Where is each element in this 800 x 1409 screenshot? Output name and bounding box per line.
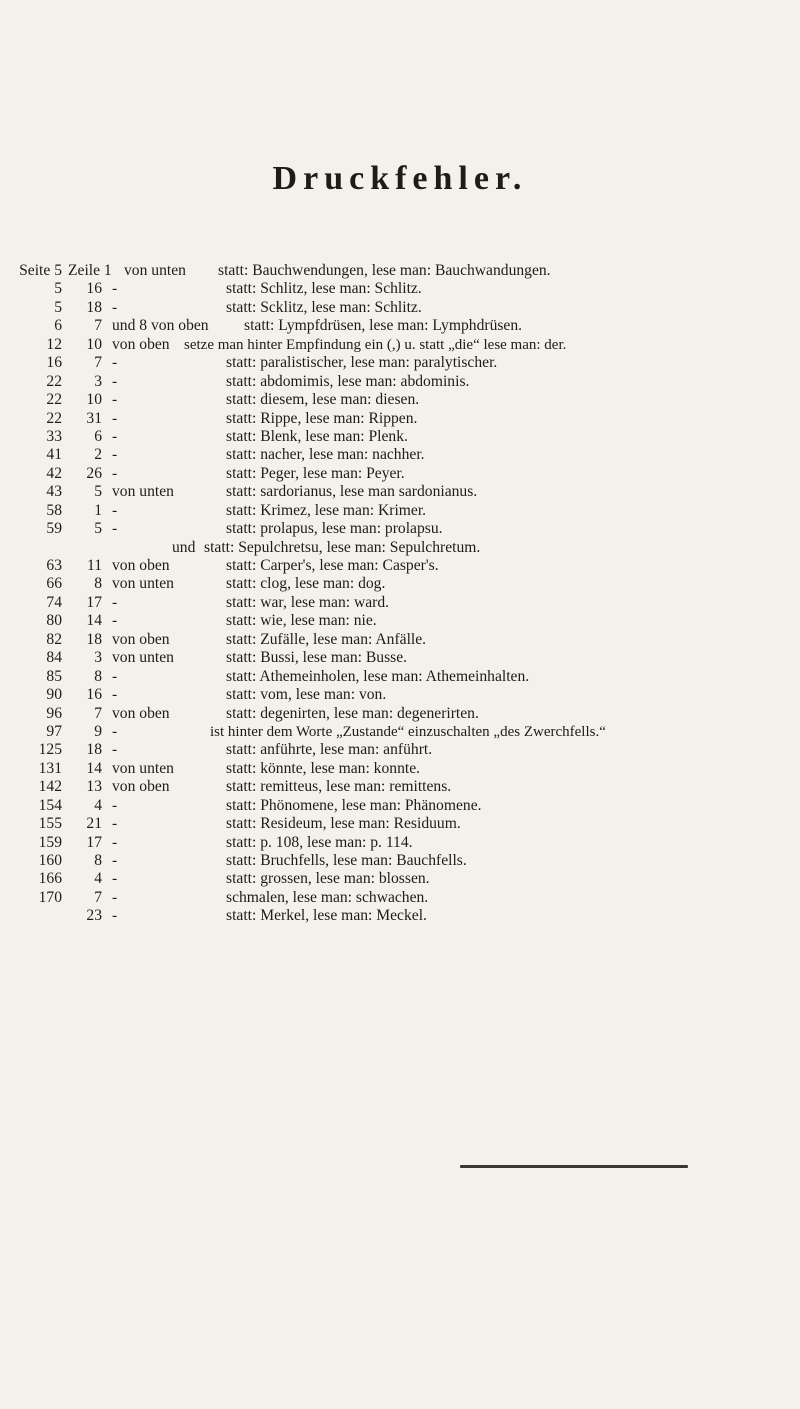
line-reference: - [112, 796, 118, 814]
page-number: 96 [46, 704, 62, 722]
errata-row [20, 741, 800, 759]
errata-row [20, 889, 800, 907]
line-reference: - [112, 391, 118, 409]
line-reference: von oben [112, 704, 170, 722]
correction-text: statt: Athemeinholen, lese man: Athemeinhalten. [226, 667, 530, 685]
errata-row [20, 354, 800, 372]
line-reference: von oben [112, 630, 170, 648]
page-number: 125 [38, 741, 62, 759]
errata-row [20, 373, 800, 391]
line-number: 10 [86, 391, 102, 409]
line-number: 3 [94, 372, 102, 390]
errata-row [20, 778, 800, 796]
correction-text: statt: anführte, lese man: anführt. [226, 741, 433, 759]
correction-text: statt: Krimez, lese man: Krimer. [226, 501, 427, 519]
line-number: 16 [86, 686, 102, 704]
errata-row [20, 483, 800, 501]
line-reference: - [112, 520, 118, 538]
line-reference: - [112, 427, 118, 445]
page-number: 43 [46, 483, 62, 501]
line-number: 26 [86, 464, 102, 482]
line-reference: - [112, 593, 118, 611]
errata-row [20, 594, 800, 612]
errata-row [20, 907, 800, 925]
errata-row [20, 557, 800, 575]
line-reference: und [172, 538, 196, 556]
errata-row [20, 299, 800, 317]
correction-text: ist hinter dem Worte „Zustande“ einzuschalten „des Zwerchfells.“ [210, 723, 606, 740]
page-number: 22 [46, 372, 62, 390]
correction-text: statt: nacher, lese man: nachher. [226, 446, 425, 464]
correction-text: statt: grossen, lese man: blossen. [226, 870, 430, 888]
page-number: 6 [54, 317, 62, 335]
line-reference: - [112, 409, 118, 427]
line-reference: von unten [112, 759, 174, 777]
line-reference: - [112, 722, 118, 740]
page-number: 22 [46, 391, 62, 409]
line-reference: von oben [112, 335, 170, 353]
errata-row [20, 612, 800, 630]
correction-text: statt: Bussi, lese man: Busse. [226, 649, 408, 667]
page-number: 63 [46, 557, 62, 574]
correction-text: statt: vom, lese man: von. [226, 686, 387, 704]
page-number: 5 [54, 298, 62, 316]
page-title: Druckfehler. [272, 160, 528, 197]
page-number: 82 [46, 630, 62, 648]
errata-row [20, 834, 800, 852]
errata-row [20, 391, 800, 409]
line-reference: von oben [112, 778, 170, 796]
correction-text: statt: prolapus, lese man: prolapsu. [226, 520, 443, 538]
page-number: 66 [46, 575, 62, 593]
line-reference: - [112, 464, 118, 482]
line-number: 7 [94, 704, 102, 722]
line-reference: und 8 von oben [112, 317, 209, 335]
closing-rule [460, 1165, 688, 1168]
line-number: 8 [94, 667, 102, 685]
line-reference: von unten [112, 649, 174, 667]
line-number: 23 [86, 907, 102, 925]
line-reference: - [112, 612, 118, 630]
errata-row [20, 649, 800, 667]
line-number: 16 [86, 280, 102, 298]
correction-text: statt: Bruchfells, lese man: Bauchfells. [226, 852, 467, 869]
page-number: 12 [46, 335, 62, 353]
line-number: 14 [86, 612, 102, 630]
correction-text: statt: Carper's, lese man: Casper's. [226, 557, 439, 574]
correction-text: statt: Phönomene, lese man: Phänomene. [226, 796, 482, 814]
line-reference: - [112, 833, 118, 851]
line-number: 7 [94, 354, 102, 372]
line-number: 10 [86, 335, 102, 353]
page-number: 5 [54, 280, 62, 298]
line-number: 3 [94, 649, 102, 667]
line-reference: - [112, 815, 118, 833]
line-number: 1 [94, 501, 102, 519]
line-reference: - [112, 280, 118, 298]
page-number: 90 [46, 686, 62, 704]
page-number: 131 [38, 759, 62, 777]
line-reference: - [112, 870, 118, 888]
line-reference: - [112, 852, 118, 869]
correction-text: statt: Lympfdrüsen, lese man: Lymphdrüsen. [244, 317, 523, 335]
errata-row [20, 760, 800, 778]
page-number: 85 [46, 667, 62, 685]
correction-text: statt: könnte, lese man: konnte. [226, 759, 421, 777]
line-number: 18 [86, 741, 102, 759]
line-number: Zeile 1 [68, 262, 112, 279]
page-number: Seite 5 [19, 262, 62, 279]
errata-row [20, 539, 800, 557]
line-number: 17 [86, 833, 102, 851]
line-reference: - [112, 372, 118, 390]
correction-text: schmalen, lese man: schwachen. [226, 888, 429, 906]
correction-text: statt: abdomimis, lese man: abdominis. [226, 372, 470, 390]
page-number: 142 [38, 778, 62, 796]
errata-row [20, 815, 800, 833]
line-reference: von unten [124, 262, 186, 279]
correction-text: statt: Sepulchretsu, lese man: Sepulchretum. [204, 538, 481, 556]
errata-row [20, 705, 800, 723]
line-reference: - [112, 354, 118, 372]
errata-row [20, 870, 800, 888]
page-number: 160 [38, 852, 62, 869]
errata-row [20, 280, 800, 298]
correction-text: statt: p. 108, lese man: p. 114. [226, 833, 413, 851]
line-number: 7 [94, 317, 102, 335]
errata-row [20, 520, 800, 538]
errata-row [20, 575, 800, 593]
page-number: 16 [46, 354, 62, 372]
correction-text: statt: Blenk, lese man: Plenk. [226, 427, 408, 445]
line-number: 18 [86, 298, 102, 316]
correction-text: statt: Merkel, lese man: Meckel. [226, 907, 427, 925]
errata-row [20, 723, 800, 741]
page-number: 97 [46, 722, 62, 740]
correction-text: statt: Zufälle, lese man: Anfälle. [226, 630, 427, 648]
correction-text: statt: Resideum, lese man: Residuum. [226, 815, 461, 833]
line-reference: von unten [112, 575, 174, 593]
correction-text: statt: degenirten, lese man: degenerirten. [226, 704, 479, 722]
page-number: 80 [46, 612, 62, 630]
line-number: 2 [94, 446, 102, 464]
errata-row [20, 428, 800, 446]
errata-row [20, 686, 800, 704]
page-number: 154 [38, 796, 62, 814]
errata-list [20, 262, 800, 926]
line-number: 5 [94, 483, 102, 501]
line-number: 31 [86, 409, 102, 427]
correction-text: statt: Rippe, lese man: Rippen. [226, 409, 418, 427]
errata-row [20, 446, 800, 464]
line-number: 8 [94, 575, 102, 593]
line-number: 21 [86, 815, 102, 833]
correction-text: statt: Peger, lese man: Peyer. [226, 464, 405, 482]
errata-row [20, 465, 800, 483]
line-number: 9 [94, 722, 102, 740]
page-number: 33 [46, 427, 62, 445]
errata-row [20, 852, 800, 870]
page-number: 41 [46, 446, 62, 464]
line-number: 6 [94, 427, 102, 445]
line-reference: - [112, 501, 118, 519]
line-number: 5 [94, 520, 102, 538]
errata-row [20, 668, 800, 686]
correction-text: statt: Schlitz, lese man: Schlitz. [226, 280, 422, 298]
errata-row [20, 502, 800, 520]
correction-text: statt: clog, lese man: dog. [226, 575, 386, 593]
page-number: 74 [46, 593, 62, 611]
page-number: 58 [46, 501, 62, 519]
line-number: 13 [86, 778, 102, 796]
correction-text: statt: diesem, lese man: diesen. [226, 391, 420, 409]
line-reference: - [112, 446, 118, 464]
line-reference: - [112, 741, 118, 759]
line-reference: - [112, 907, 118, 925]
line-number: 4 [94, 796, 102, 814]
correction-text: statt: Scklitz, lese man: Schlitz. [226, 298, 422, 316]
page-number: 166 [38, 870, 62, 888]
page-number: 42 [46, 464, 62, 482]
line-number: 14 [86, 759, 102, 777]
errata-row [20, 317, 800, 335]
line-reference: - [112, 667, 118, 685]
line-reference: - [112, 298, 118, 316]
page-number: 22 [46, 409, 62, 427]
correction-text: setze man hinter Empfindung ein (,) u. statt „die“ lese man: der. [184, 336, 567, 353]
correction-text: statt: remitteus, lese man: remittens. [226, 778, 452, 796]
page-number: 59 [46, 520, 62, 538]
correction-text: statt: paralistischer, lese man: paralytischer. [226, 354, 498, 372]
page-number: 155 [38, 815, 62, 833]
line-reference: - [112, 888, 118, 906]
errata-row [20, 336, 800, 354]
line-number: 11 [86, 557, 102, 574]
line-number: 18 [86, 630, 102, 648]
errata-row [20, 262, 800, 280]
line-number: 7 [94, 888, 102, 906]
correction-text: statt: war, lese man: ward. [226, 593, 390, 611]
page-number: 170 [38, 888, 62, 906]
page-number: 159 [38, 833, 62, 851]
errata-row [20, 797, 800, 815]
line-number: 17 [86, 593, 102, 611]
line-reference: von oben [112, 557, 170, 574]
correction-text: statt: sardorianus, lese man sardonianus. [226, 483, 478, 501]
line-reference: - [112, 686, 118, 704]
correction-text: statt: wie, lese man: nie. [226, 612, 377, 630]
line-number: 8 [94, 852, 102, 869]
errata-row [20, 410, 800, 428]
correction-text: statt: Bauchwendungen, lese man: Bauchwandungen. [218, 262, 551, 279]
errata-row [20, 631, 800, 649]
line-reference: von unten [112, 483, 174, 501]
line-number: 4 [94, 870, 102, 888]
page-number: 84 [46, 649, 62, 667]
